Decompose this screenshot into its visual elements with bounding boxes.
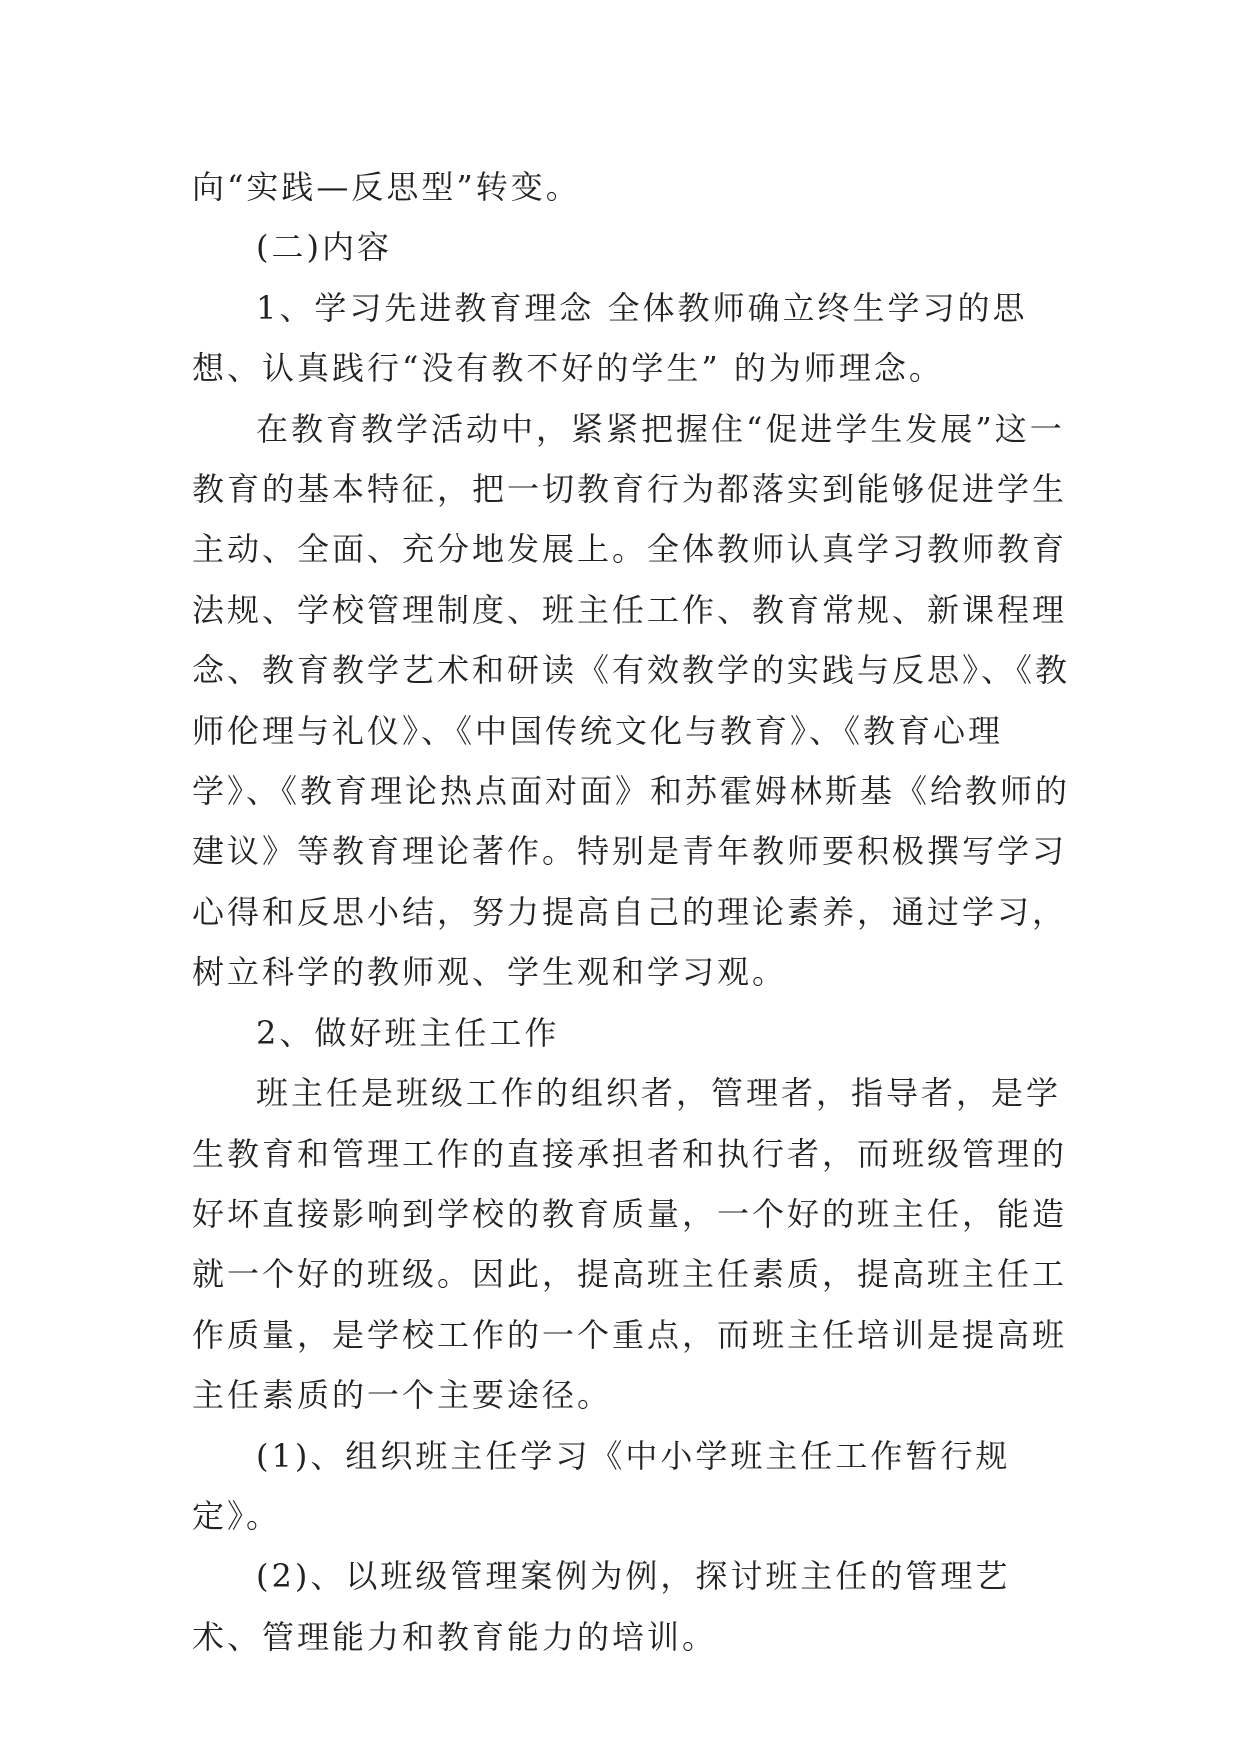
paragraph-education-activities: 在教育教学活动中，紧紧把握住“促进学生发展”这一教育的基本特征，把一切教育行为都落实到能够促进学生主动、全面、充分地发展上。全体教师认真学习教师教育法规、学校管理制度、班主任工作、教育常规、新课程理念、教育教学艺术和研读《有效教学的实践与反思》、《教师伦理与礼仪》、《中国传统文化与教育》、《教育心理学》、《教育理论热点面对面》和苏霍姆林斯基《给教师的建议》等教育理论著作。特别是青年教师要积极撰写学习心得和反思小结，努力提高自己的理论素养，通过学习，树立科学的教师观、学生观和学习观。 xyxy=(192,409,1071,992)
paragraph-subitem-1: (1)、组织班主任学习《中小学班主任工作暂行规定》。 xyxy=(192,1436,1011,1535)
paragraph-class-teacher: 班主任是班级工作的组织者，管理者，指导者，是学生教育和管理工作的直接承担者和执行者，而班级管理的好坏直接影响到学校的教育质量，一个好的班主任，能造就一个好的班级。因此，提高班主任素质，提高班主任工作质量，是学校工作的一个重点，而班主任培训是提高班主任素质的一个主要途径。 xyxy=(192,1074,1068,1415)
paragraph-subitem-2: (2)、以班级管理案例为例，探讨班主任的管理艺术、管理能力和教育能力的培训。 xyxy=(192,1557,1011,1656)
document-body xyxy=(192,157,1072,1667)
section-heading-content: (二)内容 xyxy=(256,228,392,267)
paragraph-item-2-heading: 2、做好班主任工作 xyxy=(256,1013,560,1052)
paragraph-continuation: 向“实践—反思型”转变。 xyxy=(192,168,581,206)
paragraph-item-1: 1、学习先进教育理念 全体教师确立终生学习的思想、认真践行“没有教不好的学生” 的为师理念。 xyxy=(192,288,1028,388)
